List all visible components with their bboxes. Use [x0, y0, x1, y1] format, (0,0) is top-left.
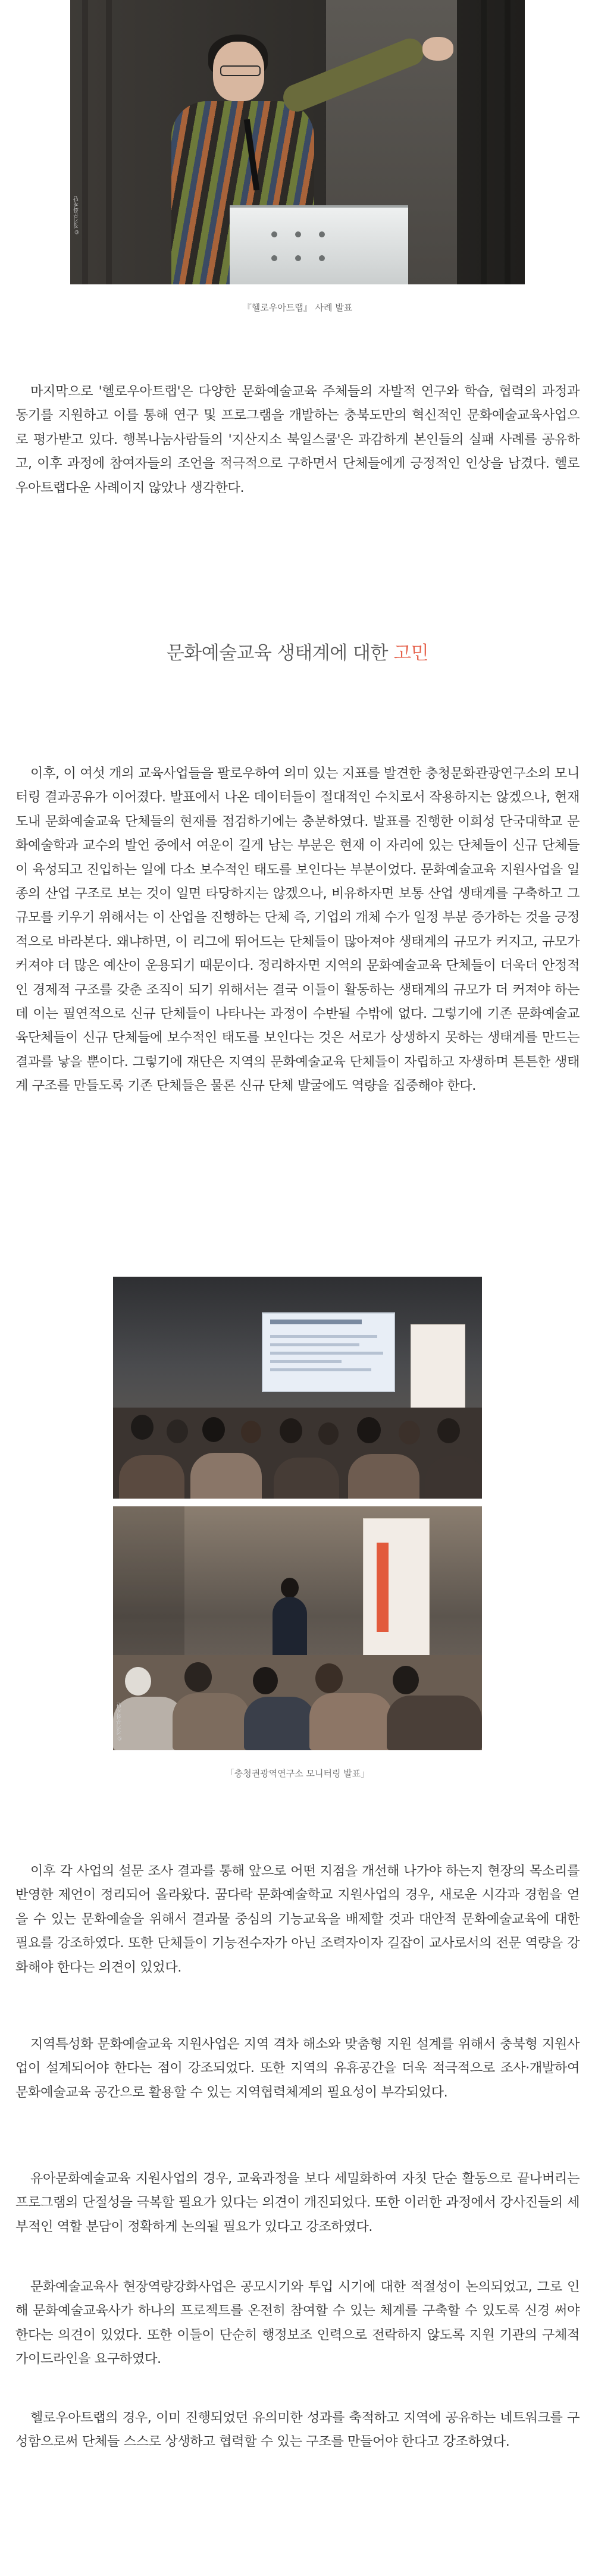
presentation-photo: [70, 0, 525, 284]
photo-caption: 『헬로우아트랩』 사례 발표: [242, 302, 353, 313]
body-paragraph: 이후 각 사업의 설문 조사 결과를 통해 앞으로 어떤 지점을 개선해 나가야 하는지 현장의 목소리를 반영한 제언이 정리되어 올라왔다. 꿈다락 문화예술학교 지원사업의 경우, 새로운 시각과 경험을 얻을 수 있는 문화예술을 위해서 결과물 중심의 기능교육을 배제할 것과 대안적 문화예술교육에 대한 필요를 강조하였다. 또한 단체들이 기능전수자가 아닌 조력자이자 길잡이 교사로서의 전문 역량을 강화해야 한다는 의견이 있었다.: [15, 1863, 580, 1975]
body-paragraph: 지역특성화 문화예술교육 지원사업은 지역 격차 해소와 맞춤형 지원 설계를 위해서 충북형 지원사업이 설계되어야 한다는 점이 강조되었다. 또한 지역의 유휴공간을 더욱 적극적으로 조사·개발하여 문화예술교육 공간으로 활용할 수 있는 지역협력체계의 필요성이 부각되었다.: [15, 2036, 580, 2100]
body-paragraph: 이후, 이 여섯 개의 교육사업들을 팔로우하여 의미 있는 지표를 발견한 충청문화관광연구소의 모니터링 결과공유가 이어졌다. 발표에서 나온 데이터들이 절대적인 수치로서 작용하지는 않겠으나, 현재 도내 문화예술교육 단체들의 현재를 점검하기에는 충분하였다. 발표를 진행한 이희성 단국대학교 문화예술학과 교수의 발언 중에서 여운이 길게 남는 부분은 현재 이 자리에 있는 단체들이 신규 단체들이 육성되고 진입하는 일에 다소 보수적인 태도를 보인다는 부분이었다. 문화예술교육 지원사업을 일종의 산업 구조로 보는 것이 일면 타당하지는 않겠으나, 비유하자면 보통 산업 생태계를 구축하고 그 규모를 키우기 위해서는 이 산업을 진행하는 단체 즉, 기업의 개체 수가 일정 부분 증가하는 것을 긍정적으로 바라본다. 왜냐하면, 이 리그에 뛰어드는 단체들이 많아져야 생태계의 규모가 커지고, 규모가 커져야 더 많은 예산이 운용되기 때문이다. 정리하자면 지역의 문화예술교육 단체들이 더욱더 안정적인 경제적 구조를 갖춘 조직이 되기 위해서는 결국 이들이 활동하는 생태계의 규모가 더 커져야 하는데 이는 필연적으로 신규 단체들이 나타나는 과정이 수반될 수밖에 없다. 그렇기에 기존 문화예술교육단체들이 신규 단체들에 보수적인 태도를 보인다는 것은 서로가 상생하지 못하는 생태계를 만드는 결과를 낳을 뿐이다. 그렇기에 재단은 지역의 문화예술교육 단체들이 자립하고 자생하며 튼튼한 생태계 구조를 만들도록 기존 단체들은 물론 신규 단체 발굴에도 역량을 집중해야 한다.: [15, 766, 580, 1094]
monitoring-presentation-photo: [113, 1506, 482, 1750]
section-heading-main: 문화예술교육 생태계에 대한: [166, 643, 394, 664]
section-heading-accent: 고민: [393, 643, 429, 664]
body-paragraph: 유아문화예술교육 지원사업의 경우, 교육과정을 보다 세밀화하여 자칫 단순 활동으로 끝나버리는 프로그램의 단절성을 극복할 필요가 있다는 의견이 개진되었다. 또한 이러한 과정에서 강사진들의 세부적인 역할 분담이 정확하게 논의될 필요가 있다고 강조하였다.: [15, 2171, 580, 2235]
body-paragraph: 헬로우아트랩의 경우, 이미 진행되었던 유의미한 성과를 축적하고 지역에 공유하는 네트워크를 구성함으로써 단체들 스스로 상생하고 협력할 수 있는 구조를 만들어야 한다고 강조하였다.: [15, 2410, 580, 2450]
photo-caption: 「충청권광역연구소 모니터링 발표」: [225, 1768, 370, 1779]
photo-credit: ©경기문화재단: [117, 1703, 123, 1741]
body-paragraph: 문화예술교육사 현장역량강화사업은 공모시기와 투입 시기에 대한 적절성이 논의되었고, 그로 인해 문화예술교육사가 하나의 프로젝트를 온전히 참여할 수 있는 체계를 구축할 수 있도록 신경 써야 한다는 의견이 있었다. 또한 이들이 단순히 행정보조 인력으로 전락하지 않도록 지원 기관의 구체적 가이드라인을 요구하였다.: [15, 2279, 580, 2367]
body-paragraph: 마지막으로 '헬로우아트랩'은 다양한 문화예술교육 주체들의 자발적 연구와 학습, 협력의 과정과 동기를 지원하고 이를 통해 연구 및 프로그램을 개발하는 충북도만의 혁신적인 문화예술교육사업으로 평가받고 있다. 행복나눔사람들의 '지산지소 북일스쿨'은 과감하게 본인들의 실패 사례를 공유하고, 이후 과정에 참여자들의 조언을 적극적으로 구하면서 단체들에게 긍정적인 인상을 남겼다. 헬로우아트랩다운 사례이지 않았나 생각한다.: [15, 384, 580, 496]
photo-credit: ©경기문화재단: [74, 196, 80, 234]
section-heading: [0, 638, 595, 665]
forum-audience-photo: [113, 1277, 482, 1499]
